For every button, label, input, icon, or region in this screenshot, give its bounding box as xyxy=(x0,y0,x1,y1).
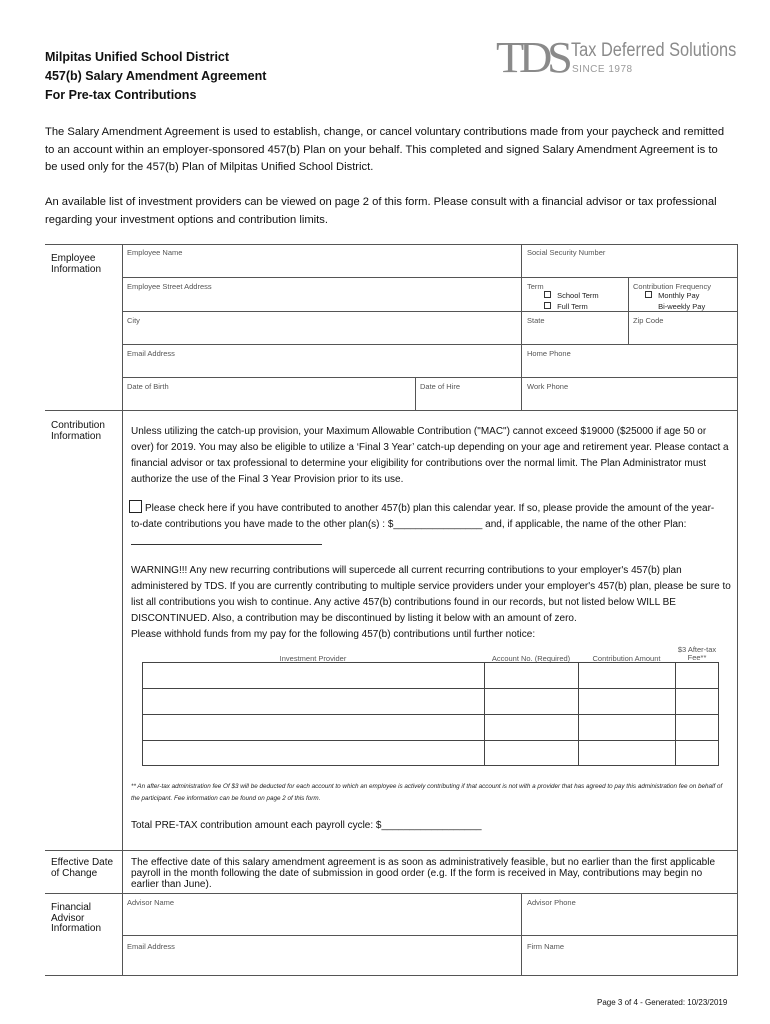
employee-name-field[interactable]: Employee Name xyxy=(127,248,183,257)
col-contribution-amount: Contribution Amount xyxy=(592,654,661,663)
monthly-pay-checkbox[interactable] xyxy=(645,291,652,298)
intro-paragraph: The Salary Amendment Agreement is used to establish, change, or cancel voluntary contributions made from your paycheck and remitted to an account within an employer-sponsored 457(b) Plan on your behalf. This completed and signed Salary Amendment Agreement is to be used only for the 457(b) Plan of Milpitas Unified School District. xyxy=(45,126,725,173)
zip-field[interactable]: Zip Code xyxy=(633,316,664,325)
advisor-phone-field[interactable]: Advisor Phone xyxy=(527,898,576,907)
full-term-checkbox[interactable] xyxy=(544,302,551,309)
mac-paragraph: Unless utilizing the catch-up provision, your Maximum Allowable Contribution ("MAC") cannot exceed $19000 ($25000 if age 50 or over) for 2019. You may also be eligible to utilize a ‘Final 3 Year’ catch-up depending on your age and retirement year. Please contact a financial advisor or tax professional to determine your eligibility for contributions over the normal limit. The Plan Administrator must authorize the use of the Final 3 Year Provision prior to its use. xyxy=(131,426,729,485)
freq-biweekly-option[interactable]: Bi-weekly Pay xyxy=(658,302,706,311)
work-phone-field[interactable]: Work Phone xyxy=(527,382,569,391)
term-label: Term xyxy=(527,282,544,291)
dob-field[interactable]: Date of Birth xyxy=(127,382,169,391)
withhold-instruction: Please withhold funds from my pay for the following 457(b) contributions until further notice: xyxy=(131,629,536,640)
term-school-option[interactable]: School Term xyxy=(544,291,599,300)
other-plan-checkbox[interactable] xyxy=(129,500,142,513)
doh-field[interactable]: Date of Hire xyxy=(420,382,461,391)
advisor-section-label: Financial Advisor Information xyxy=(51,902,102,934)
contribution-section-label: Contribution Information xyxy=(51,420,105,442)
table-row[interactable] xyxy=(143,663,483,687)
table-row[interactable] xyxy=(143,715,483,739)
email-field[interactable]: Email Address xyxy=(127,349,175,358)
col-account-no: Account No. (Required) xyxy=(491,654,571,663)
state-field[interactable]: State xyxy=(527,316,545,325)
col-investment-provider: Investment Provider xyxy=(279,654,347,663)
district-title: Milpitas Unified School District xyxy=(45,50,230,64)
col-after-tax-fee: $3 After-tax Fee** xyxy=(677,645,717,662)
total-pretax-line: Total PRE-TAX contribution amount each payroll cycle: $__________________ xyxy=(131,820,482,831)
tds-logo-mark: TDS xyxy=(496,33,568,82)
term-full-option[interactable]: Full Term xyxy=(544,302,588,311)
warning-paragraph: WARNING!!! Any new recurring contributions will supercede all current recurring contributions to your employer's 457(b) plan administered by TDS. If you are currently contributing to multiple service providers under your employer's 457(b) plan, please be sure to list all contributions you wish to continue. Any active 457(b) contributions found in our records, but not listed below WILL BE DISCONTINUED. Also, a contribution may be discontinued by listing it below with an amount of zero. xyxy=(131,565,731,624)
firm-name-field[interactable]: Firm Name xyxy=(527,942,565,951)
page-footer: Page 3 of 4 - Generated: 10/23/2019 xyxy=(597,998,728,1007)
providers-paragraph: An available list of investment providers can be viewed on page 2 of this form. Please consult with a financial advisor or tax professional regarding your investment options and contribution limits. xyxy=(45,196,717,226)
home-phone-field[interactable]: Home Phone xyxy=(527,349,571,358)
table-row[interactable] xyxy=(143,741,483,765)
form-subtitle: For Pre-tax Contributions xyxy=(45,88,197,102)
effective-date-text: The effective date of this salary amendment agreement is as soon as administratively feasible, but no earlier than the first applicable payroll in the month following the date of submission in good order (e.g. If the form is received in May, contributions may begin no earlier than June). xyxy=(131,857,716,890)
table-row[interactable] xyxy=(143,689,483,713)
tds-logo-since: SINCE 1978 xyxy=(572,64,633,75)
advisor-name-field[interactable]: Advisor Name xyxy=(127,898,175,907)
other-plan-name-field[interactable] xyxy=(131,544,322,545)
other-plan-line2: to-date contributions you have made to the other plan(s) : $________________ and, if applicable, the name of the other Plan: xyxy=(131,519,687,530)
ssn-field[interactable]: Social Security Number xyxy=(527,248,606,257)
agreement-title: 457(b) Salary Amendment Agreement xyxy=(45,69,267,83)
school-term-checkbox[interactable] xyxy=(544,291,551,298)
fee-note: ** An after-tax administration fee Of $3 will be deducted for each account to which an employee is actively contributing if that account is not with a provider that has agreed to pay this administration fee on behalf of the participant. Fee information can be found on page 2 of this form. xyxy=(131,783,723,802)
street-address-field[interactable]: Employee Street Address xyxy=(127,282,212,291)
effective-section-label: Effective Date of Change xyxy=(51,857,114,879)
other-plan-line1: Please check here if you have contributed to another 457(b) plan this calendar year. If so, please provide the amount of the year- xyxy=(145,503,715,514)
freq-monthly-option[interactable]: Monthly Pay xyxy=(645,291,699,300)
advisor-email-field[interactable]: Email Address xyxy=(127,942,175,951)
frequency-label: Contribution Frequency xyxy=(633,282,711,291)
employee-section-label: Employee Information xyxy=(51,253,102,275)
tds-logo-name: Tax Deferred Solutions xyxy=(571,40,737,61)
city-field[interactable]: City xyxy=(127,316,140,325)
